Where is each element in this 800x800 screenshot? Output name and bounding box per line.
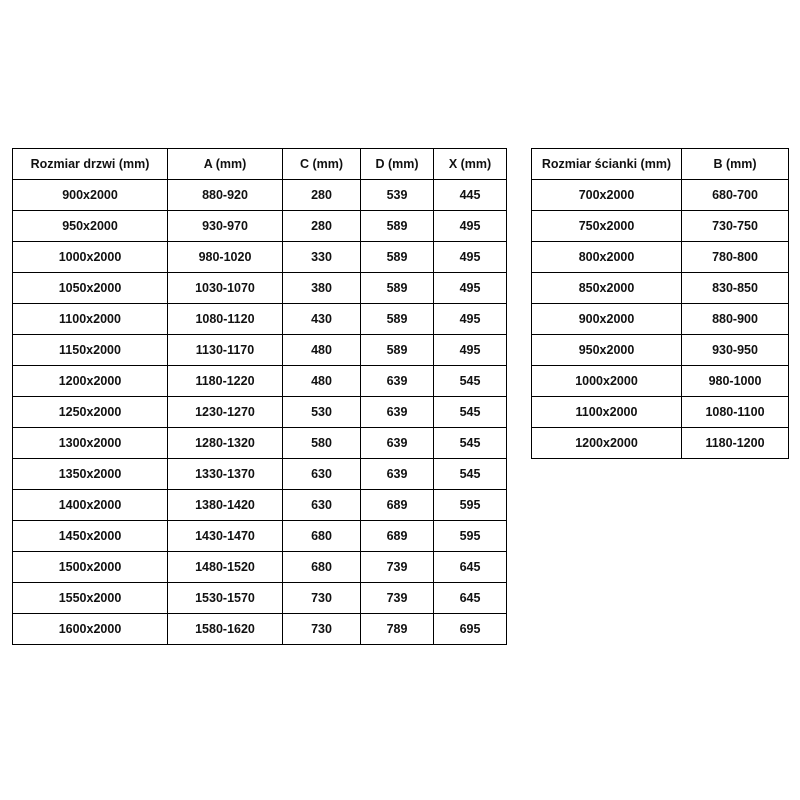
cell-b: 880-900 (682, 304, 789, 335)
cell-b: 980-1000 (682, 366, 789, 397)
cell-d: 739 (361, 583, 434, 614)
doors-table (12, 148, 507, 645)
cell-c: 680 (283, 521, 361, 552)
table-row (13, 397, 507, 428)
walls-header-row (532, 149, 789, 180)
cell-d: 639 (361, 428, 434, 459)
cell-size: 1100x2000 (13, 304, 168, 335)
cell-a: 1380-1420 (168, 490, 283, 521)
cell-b: 680-700 (682, 180, 789, 211)
table-row (13, 459, 507, 490)
table-row (532, 180, 789, 211)
table-row (13, 273, 507, 304)
walls-col-header-size: Rozmiar ścianki (mm) (532, 149, 682, 180)
cell-size: 900x2000 (532, 304, 682, 335)
table-row (13, 614, 507, 645)
cell-a: 1080-1120 (168, 304, 283, 335)
cell-x: 645 (434, 583, 507, 614)
cell-x: 595 (434, 490, 507, 521)
cell-a: 1530-1570 (168, 583, 283, 614)
cell-a: 1430-1470 (168, 521, 283, 552)
cell-d: 589 (361, 211, 434, 242)
cell-size: 850x2000 (532, 273, 682, 304)
table-row (13, 335, 507, 366)
doors-header-row (13, 149, 507, 180)
cell-c: 530 (283, 397, 361, 428)
doors-table-head (13, 149, 507, 180)
cell-c: 280 (283, 211, 361, 242)
cell-size: 1400x2000 (13, 490, 168, 521)
cell-size: 1350x2000 (13, 459, 168, 490)
cell-d: 739 (361, 552, 434, 583)
cell-x: 445 (434, 180, 507, 211)
cell-size: 1050x2000 (13, 273, 168, 304)
cell-c: 480 (283, 366, 361, 397)
cell-c: 480 (283, 335, 361, 366)
cell-d: 539 (361, 180, 434, 211)
cell-a: 1280-1320 (168, 428, 283, 459)
table-row (532, 211, 789, 242)
cell-x: 545 (434, 397, 507, 428)
cell-a: 880-920 (168, 180, 283, 211)
cell-c: 580 (283, 428, 361, 459)
cell-a: 1030-1070 (168, 273, 283, 304)
cell-x: 595 (434, 521, 507, 552)
cell-size: 1100x2000 (532, 397, 682, 428)
cell-c: 630 (283, 490, 361, 521)
walls-table-head (532, 149, 789, 180)
cell-size: 1450x2000 (13, 521, 168, 552)
cell-a: 1330-1370 (168, 459, 283, 490)
cell-x: 695 (434, 614, 507, 645)
table-row (13, 180, 507, 211)
cell-size: 1500x2000 (13, 552, 168, 583)
cell-size: 800x2000 (532, 242, 682, 273)
cell-size: 1200x2000 (532, 428, 682, 459)
table-row (532, 397, 789, 428)
cell-size: 1000x2000 (13, 242, 168, 273)
walls-col-header-b: B (mm) (682, 149, 789, 180)
doors-col-header-d: D (mm) (361, 149, 434, 180)
cell-d: 639 (361, 366, 434, 397)
table-row (13, 583, 507, 614)
table-row (532, 273, 789, 304)
cell-c: 330 (283, 242, 361, 273)
walls-table-container (531, 148, 789, 459)
cell-size: 700x2000 (532, 180, 682, 211)
cell-c: 730 (283, 614, 361, 645)
table-row (532, 304, 789, 335)
table-row (532, 335, 789, 366)
table-row (532, 366, 789, 397)
cell-x: 545 (434, 366, 507, 397)
table-row (13, 242, 507, 273)
cell-d: 689 (361, 521, 434, 552)
cell-d: 789 (361, 614, 434, 645)
cell-d: 589 (361, 335, 434, 366)
table-row (532, 428, 789, 459)
cell-a: 930-970 (168, 211, 283, 242)
table-row (13, 211, 507, 242)
cell-d: 639 (361, 459, 434, 490)
cell-size: 750x2000 (532, 211, 682, 242)
cell-d: 689 (361, 490, 434, 521)
cell-x: 545 (434, 428, 507, 459)
cell-b: 1180-1200 (682, 428, 789, 459)
cell-d: 589 (361, 273, 434, 304)
cell-a: 1180-1220 (168, 366, 283, 397)
table-row (13, 552, 507, 583)
cell-c: 680 (283, 552, 361, 583)
cell-x: 495 (434, 211, 507, 242)
cell-size: 1600x2000 (13, 614, 168, 645)
cell-b: 730-750 (682, 211, 789, 242)
cell-a: 1130-1170 (168, 335, 283, 366)
doors-col-header-size: Rozmiar drzwi (mm) (13, 149, 168, 180)
cell-size: 1200x2000 (13, 366, 168, 397)
cell-b: 830-850 (682, 273, 789, 304)
cell-x: 495 (434, 242, 507, 273)
cell-size: 950x2000 (13, 211, 168, 242)
table-row (13, 304, 507, 335)
doors-col-header-a: A (mm) (168, 149, 283, 180)
doors-col-header-c: C (mm) (283, 149, 361, 180)
cell-d: 589 (361, 304, 434, 335)
cell-size: 1000x2000 (532, 366, 682, 397)
walls-table-body (532, 180, 789, 459)
cell-size: 1300x2000 (13, 428, 168, 459)
cell-size: 950x2000 (532, 335, 682, 366)
cell-b: 1080-1100 (682, 397, 789, 428)
cell-x: 495 (434, 273, 507, 304)
cell-c: 280 (283, 180, 361, 211)
cell-b: 930-950 (682, 335, 789, 366)
cell-a: 1480-1520 (168, 552, 283, 583)
cell-size: 900x2000 (13, 180, 168, 211)
table-row (532, 242, 789, 273)
doors-col-header-x: X (mm) (434, 149, 507, 180)
table-row (13, 490, 507, 521)
cell-c: 430 (283, 304, 361, 335)
cell-a: 1230-1270 (168, 397, 283, 428)
cell-size: 1250x2000 (13, 397, 168, 428)
cell-c: 730 (283, 583, 361, 614)
cell-x: 545 (434, 459, 507, 490)
walls-table (531, 148, 789, 459)
cell-c: 630 (283, 459, 361, 490)
doors-table-container (12, 148, 507, 645)
cell-x: 645 (434, 552, 507, 583)
doors-table-body (13, 180, 507, 645)
cell-a: 1580-1620 (168, 614, 283, 645)
cell-x: 495 (434, 335, 507, 366)
cell-c: 380 (283, 273, 361, 304)
cell-b: 780-800 (682, 242, 789, 273)
table-row (13, 366, 507, 397)
cell-size: 1150x2000 (13, 335, 168, 366)
cell-x: 495 (434, 304, 507, 335)
table-row (13, 428, 507, 459)
cell-size: 1550x2000 (13, 583, 168, 614)
table-row (13, 521, 507, 552)
cell-d: 589 (361, 242, 434, 273)
cell-a: 980-1020 (168, 242, 283, 273)
cell-d: 639 (361, 397, 434, 428)
